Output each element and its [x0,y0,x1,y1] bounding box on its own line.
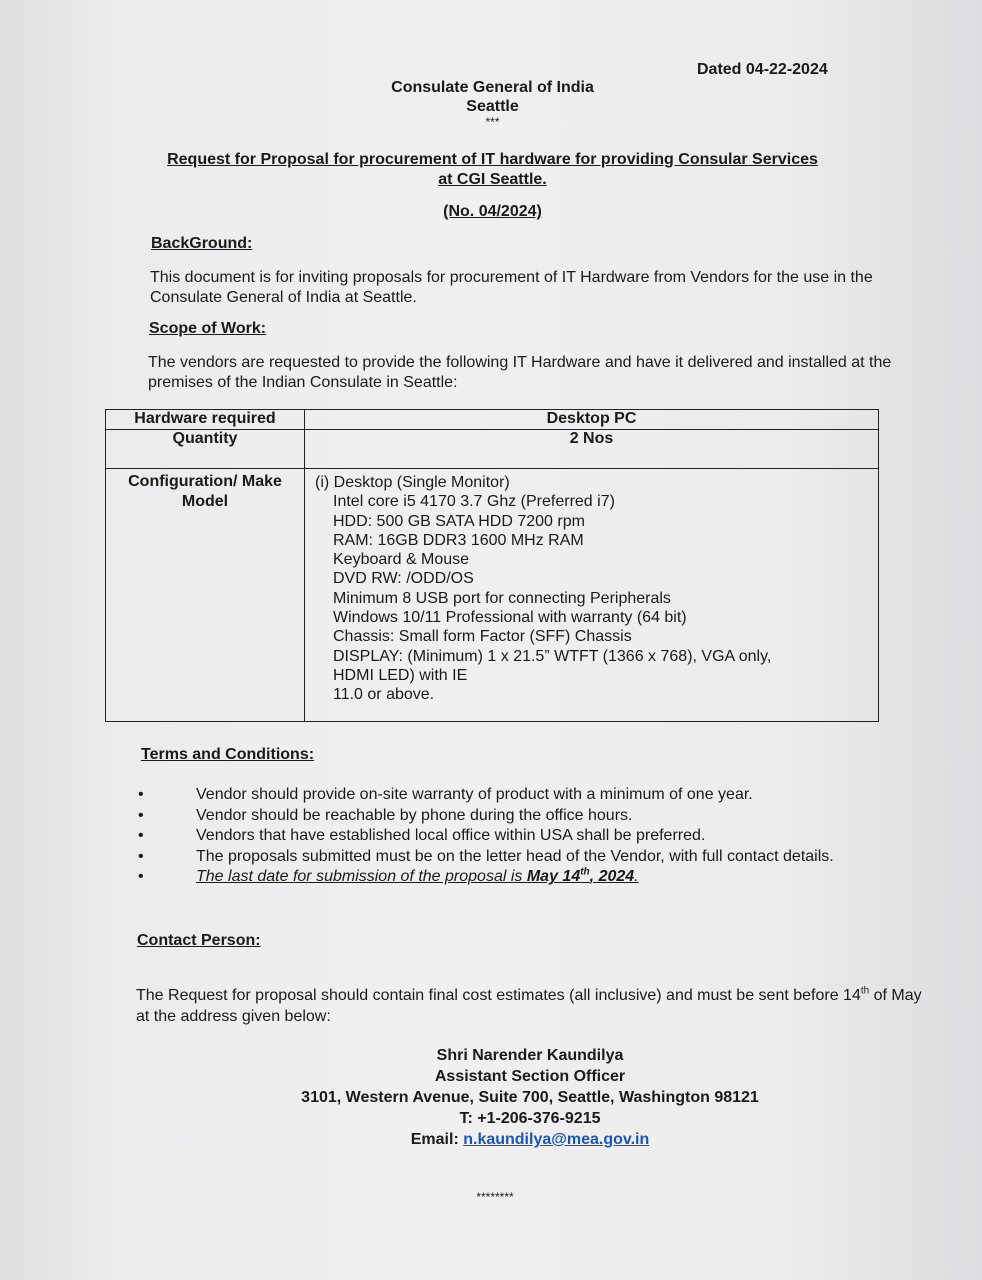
config-item: Windows 10/11 Professional with warranty (64 bit) [333,609,687,627]
terms-list [138,785,858,888]
config-value-cell [305,469,879,722]
contact-designation: Assistant Section Officer [434,1068,626,1085]
contact-name: Shri Narender Kaundilya [436,1047,624,1064]
hardware-value-cell [305,410,879,430]
list-item [138,867,858,888]
contact-phone: T: +1-206-376-9215 [459,1110,601,1127]
footer-separator: ******** [476,1190,514,1204]
deadline-prefix: The last date for submission of the proposal is [196,868,527,886]
config-list [305,469,878,705]
scope-text: The vendors are requested to provide the following IT Hardware and have it delivered and installed at the premises of the Indian Consulate in Seattle: [148,354,892,391]
email-label: Email: [410,1131,464,1148]
deadline-suffix: . [634,868,639,886]
list-item [138,847,858,868]
bullet-icon: • [138,806,144,824]
list-item [138,826,858,847]
contact-text [136,986,936,1027]
background-heading: BackGround: [151,235,253,252]
config-item: HDMI LED) with IE [333,666,468,684]
terms-heading: Terms and Conditions: [141,746,315,763]
config-item: Intel core i5 4170 3.7 Ghz (Preferred i7) [333,493,615,511]
org-city: Seattle [466,98,519,115]
term-text: The proposals submitted must be on the letter head of the Vendor, with full contact details. [196,847,834,865]
list-item [138,785,858,806]
contact-email-line [250,1130,810,1151]
table-row [106,469,879,722]
rfp-number: (No. 04/2024) [443,203,542,220]
rfp-title-line2: at CGI Seattle. [438,171,547,188]
config-label-cell [106,469,305,722]
config-label: Configuration/ Make Model [128,473,282,510]
contact-address: 3101, Western Avenue, Suite 700, Seattle, Washington 98121 [301,1089,759,1106]
deadline-year: , 2024 [589,868,635,886]
hardware-label: Hardware required [134,410,276,427]
config-item: Keyboard & Mouse [333,551,470,569]
org-name: Consulate General of India [391,79,594,96]
config-item: DISPLAY: (Minimum) 1 x 21.5” WTFT (1366 x 768), VGA only, [333,647,772,665]
list-item [138,806,858,827]
config-item: DVD RW: /ODD/OS [333,570,474,588]
bullet-icon: • [138,847,144,865]
term-text: Vendors that have established local office within USA shall be preferred. [196,827,706,845]
term-text: Vendor should provide on-site warranty of product with a minimum of one year. [196,786,753,803]
config-item: (i) Desktop (Single Monitor) [315,474,510,491]
contact-text-part1: The Request for proposal should contain final cost estimates (all inclusive) and must be sent before 14 [136,987,861,1004]
email-link[interactable]: n.kaundilya@mea.gov.in [463,1131,650,1148]
bullet-icon: • [138,868,144,886]
hardware-label-cell [106,410,305,430]
term-text: Vendor should be reachable by phone during the office hours. [196,806,633,824]
config-item: HDD: 500 GB SATA HDD 7200 rpm [333,512,585,530]
background-text: This document is for inviting proposals for procurement of IT Hardware from Vendors for the use in the Consulate General of India at Seattle. [150,269,873,306]
contact-text-sup: th [860,985,870,997]
hardware-table [105,409,879,722]
config-item: Chassis: Small form Factor (SFF) Chassis [333,628,632,646]
table-row [106,430,879,469]
quantity-value-cell [305,430,879,469]
bullet-icon: • [138,786,144,803]
quantity-label-cell [106,430,305,469]
quantity-value: 2 Nos [569,430,614,447]
hardware-value: Desktop PC [546,410,637,427]
document-date: Dated 04-22-2024 [697,61,828,78]
bullet-icon: • [138,827,144,845]
contact-text-part2: of May at the address given below: [136,987,922,1025]
deadline-day: May 14 [526,868,581,886]
deadline-day-suffix: th [580,867,590,879]
quantity-label: Quantity [172,430,238,447]
contact-heading: Contact Person: [137,932,261,949]
rfp-title-line1: Request for Proposal for procurement of IT hardware for providing Consular Services [167,151,818,168]
table-row [106,410,879,430]
config-item: Minimum 8 USB port for connecting Peripherals [333,589,671,607]
header-separator: *** [485,115,500,129]
config-item: RAM: 16GB DDR3 1600 MHz RAM [333,531,584,549]
scope-heading: Scope of Work: [149,320,267,337]
config-item: 11.0 or above. [333,686,435,704]
deadline-text [196,868,639,885]
